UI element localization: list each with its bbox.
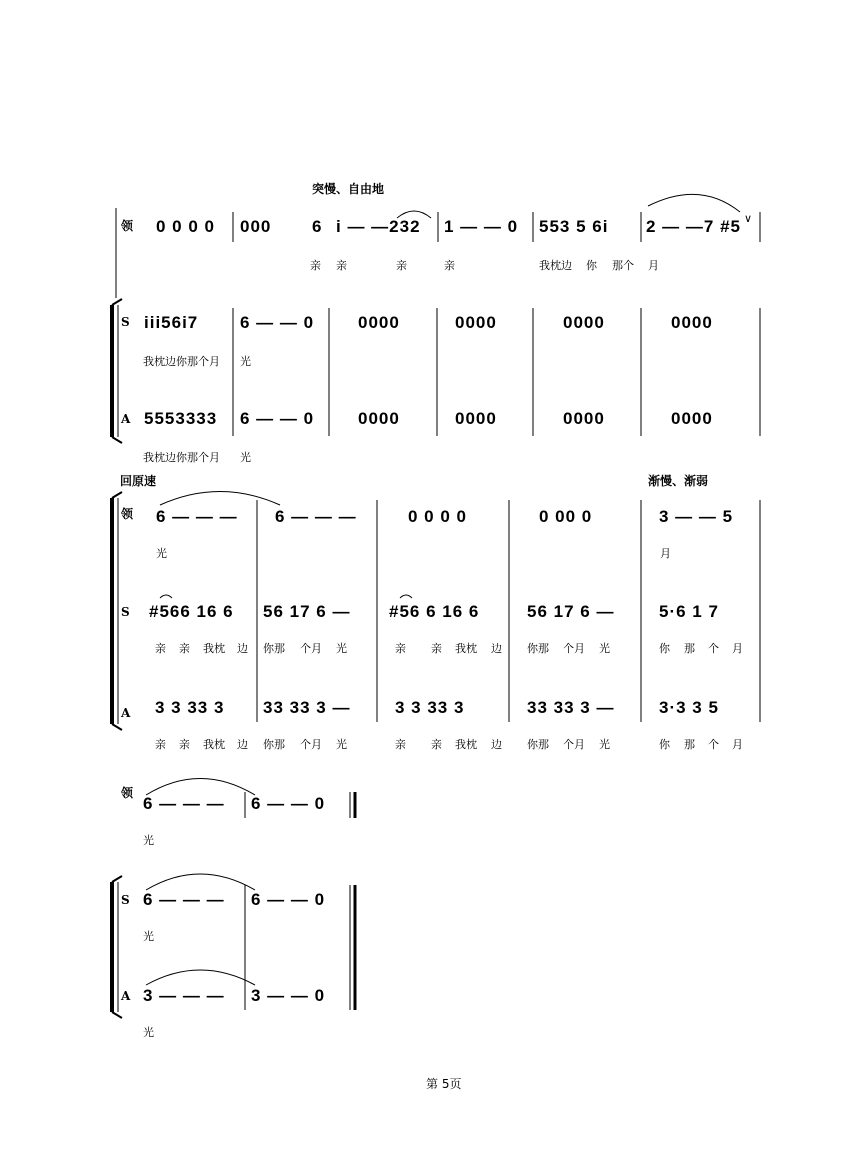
lyric: 光 [143, 1026, 154, 1039]
lyric: 我枕 [455, 738, 477, 751]
lyric: 个月 [563, 642, 585, 655]
lyric: 你那 [263, 642, 285, 655]
lyric: 你 [659, 642, 670, 655]
lyric: 那 [684, 642, 695, 655]
lead-label: 领 [121, 786, 134, 800]
lyric: 边 [491, 642, 502, 655]
alto-measure-1: 3 3 33 3 [155, 698, 225, 717]
alto-label: A [121, 706, 131, 720]
lead-measure-5: 3 — — 5 [659, 507, 734, 526]
lyric: 那 [684, 738, 695, 751]
lead-label: 领 [121, 219, 134, 233]
soprano-measure-4: 56 17 6 — [527, 602, 615, 621]
lyric: 光 [156, 547, 167, 560]
alto-measure-6: 0000 [671, 409, 713, 428]
lead-measure-2: 6 — — 0 [251, 794, 326, 813]
lyric: 个月 [300, 738, 322, 751]
lyric: 我枕 [455, 642, 477, 655]
lyric: 亲 [431, 642, 442, 655]
lyric: 我枕边你那个月 [143, 355, 220, 368]
soprano-measure-3: 0000 [358, 313, 400, 332]
alto-measure-4: 33 33 3 — [527, 698, 615, 717]
page-number: 第 5页 [426, 1077, 462, 1091]
lyric: 我枕边你那个月 [143, 451, 220, 464]
lyric: 亲 [179, 738, 190, 751]
lead-measure-6: 2 — —7 #5 [646, 217, 741, 236]
lyric: 我枕 [203, 642, 225, 655]
lyric: 个 [708, 642, 719, 655]
lyric: 月 [732, 738, 743, 751]
alto-measure-2: 6 — — 0 [240, 409, 315, 428]
lyric: 我枕 [203, 738, 225, 751]
lead-label: 领 [121, 507, 134, 521]
lyric: 个 [708, 738, 719, 751]
lyric: 你 [586, 259, 597, 272]
lyric: 你那 [263, 738, 285, 751]
soprano-measure-5: 0000 [563, 313, 605, 332]
lyric: 亲 [336, 259, 347, 272]
lyric: 那个 [612, 259, 634, 272]
lyric: 光 [143, 930, 154, 943]
soprano-label: S [121, 893, 130, 907]
alto-measure-1: 3 — — — [143, 986, 225, 1005]
soprano-measure-2: 6 — — 0 [240, 313, 315, 332]
lead-measure-2: 6 — — — [275, 507, 357, 526]
lyric: 边 [491, 738, 502, 751]
alto-measure-3: 0000 [358, 409, 400, 428]
lead-measure-2a: 000 [240, 217, 272, 236]
lyric: 个月 [300, 642, 322, 655]
soprano-label: S [121, 315, 130, 329]
soprano-measure-2: 56 17 6 — [263, 602, 351, 621]
lyric: 亲 [179, 642, 190, 655]
soprano-measure-6: 0000 [671, 313, 713, 332]
lyric: 月 [660, 547, 671, 560]
lyric: 我枕边 [539, 259, 572, 272]
lyric: 光 [599, 738, 610, 751]
lyric: 亲 [444, 259, 455, 272]
lead-measure-2b: 6 [312, 217, 323, 236]
tempo-mark-slow-free: 突慢、自由地 [312, 182, 385, 196]
lead-measure-1: 6 — — — [156, 507, 238, 526]
lyric: 边 [237, 738, 248, 751]
lead-measure-1: 0 0 0 0 [156, 217, 215, 236]
alto-measure-4: 0000 [455, 409, 497, 428]
tempo-mark-rit-dim: 渐慢、渐弱 [648, 474, 709, 488]
alto-label: A [121, 412, 131, 426]
alto-label: A [121, 989, 131, 1003]
lyric: 个月 [563, 738, 585, 751]
soprano-measure-2: 6 — — 0 [251, 890, 326, 909]
lyric: 亲 [395, 642, 406, 655]
alto-measure-5: 0000 [563, 409, 605, 428]
lead-measure-4: 1 — — 0 [444, 217, 519, 236]
lyric: 你那 [527, 738, 549, 751]
lyric: 亲 [395, 738, 406, 751]
lead-measure-1: 6 — — — [143, 794, 225, 813]
soprano-measure-4: 0000 [455, 313, 497, 332]
lyric: 亲 [310, 259, 321, 272]
lead-measure-4: 0 00 0 [539, 507, 593, 526]
lyric: 月 [732, 642, 743, 655]
lead-measure-3: i — —232 [336, 217, 421, 236]
soprano-measure-1: 6 — — — [143, 890, 225, 909]
lyric: 边 [237, 642, 248, 655]
lyric: 你 [659, 738, 670, 751]
lyric: 光 [143, 834, 154, 847]
lyric: 光 [240, 355, 251, 368]
lyric: 亲 [431, 738, 442, 751]
soprano-label: S [121, 605, 130, 619]
alto-measure-2: 3 — — 0 [251, 986, 326, 1005]
breath-mark: ∨ [744, 212, 753, 225]
lyric: 光 [336, 642, 347, 655]
alto-measure-5: 3·3 3 5 [659, 698, 719, 717]
lyric: 光 [240, 451, 251, 464]
alto-measure-3: 3 3 33 3 [395, 698, 465, 717]
soprano-measure-1: #566 16 6 [149, 602, 234, 621]
alto-measure-2: 33 33 3 — [263, 698, 351, 717]
lyric: 光 [336, 738, 347, 751]
tempo-mark-original: 回原速 [120, 474, 157, 488]
lyric: 光 [599, 642, 610, 655]
lyric: 亲 [396, 259, 407, 272]
lead-measure-3: 0 0 0 0 [408, 507, 467, 526]
alto-measure-1: 5553333 [144, 409, 218, 428]
lyric: 月 [648, 259, 659, 272]
soprano-measure-5: 5·6 1 7 [659, 602, 719, 621]
soprano-measure-1: iii56i7 [144, 313, 199, 332]
lyric: 你那 [527, 642, 549, 655]
lyric: 亲 [155, 738, 166, 751]
lead-measure-5: 553 5 6i [539, 217, 609, 236]
lyric: 亲 [155, 642, 166, 655]
soprano-measure-3: #56 6 16 6 [389, 602, 480, 621]
